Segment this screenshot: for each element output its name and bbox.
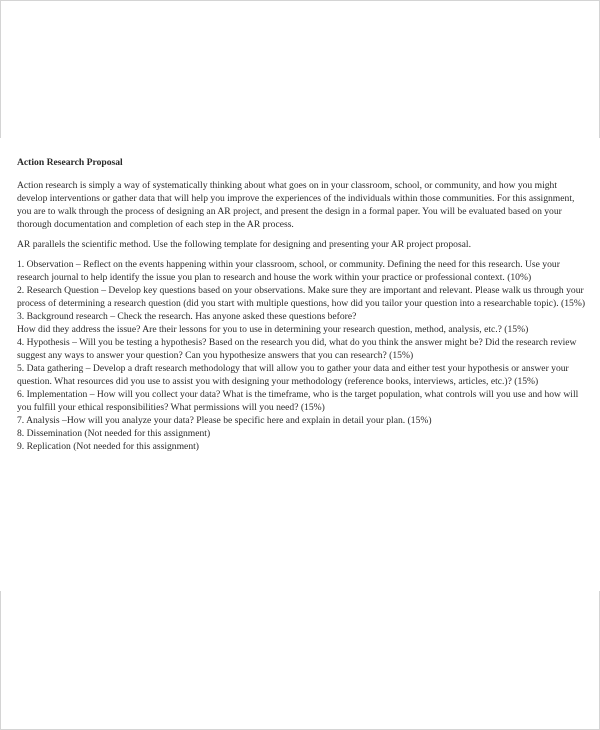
- step-implementation: 6. Implementation – How will you collect your data? What is the timeframe, who is the target population, what controls will you use and how will you fulfill your ethical responsibilities? What permissions will you need? (15%): [17, 389, 579, 413]
- document-title: Action Research Proposal: [17, 157, 123, 168]
- step-analysis: 7. Analysis –How will you analyze your data? Please be specific here and explain in detail your plan. (15%): [17, 415, 432, 426]
- page-frame-top: [0, 0, 600, 138]
- step-background-research-cont: How did they address the issue? Are their lessons for you to use in determining your research question, method, analysis, etc.? (15%): [17, 324, 529, 335]
- step-data-gathering: 5. Data gathering – Develop a draft research methodology that will allow you to gather your data and either test your hypothesis or answer your question. What resources did you use to assist you with designing your methodology (reference books, interviews, articles, etc.)? (15%): [17, 363, 569, 387]
- step-hypothesis: 4. Hypothesis – Will you be testing a hypothesis? Based on the research you did, what do you think the answer might be? Did the research review suggest any ways to answer your question? Can you hypothesize answers that you can research? (15%): [17, 337, 577, 361]
- step-replication: 9. Replication (Not needed for this assignment): [17, 441, 199, 452]
- document-content: [17, 156, 589, 453]
- page-frame-bottom: [0, 591, 600, 730]
- steps-list: [17, 258, 589, 453]
- step-dissemination: 8. Dissemination (Not needed for this assignment): [17, 428, 211, 439]
- template-paragraph: AR parallels the scientific method. Use the following template for designing and presenting your AR project proposal.: [17, 239, 471, 250]
- step-background-research: 3. Background research – Check the research. Has anyone asked these questions before?: [17, 311, 357, 322]
- step-research-question: 2. Research Question – Develop key questions based on your observations. Make sure they are important and relevant. Please walk us through your process of determining a research question (did you start with multiple questions, how did you tailor your question into a researchable topic). (15%): [17, 285, 586, 309]
- step-observation: 1. Observation – Reflect on the events happening within your classroom, school, or community. Defining the need for this research. Use your research journal to help identify the issue you plan to research and house the work within your practice or professional context. (10%): [17, 259, 560, 283]
- intro-paragraph: Action research is simply a way of systematically thinking about what goes on in your classroom, school, or community, and how you might develop interventions or gather data that will help you improve the experiences of the individuals within those communities. For this assignment, you are to walk through the process of designing an AR project, and present the design in a formal paper. You will be evaluated based on your thorough documentation and completion of each step in the AR process.: [17, 180, 575, 230]
